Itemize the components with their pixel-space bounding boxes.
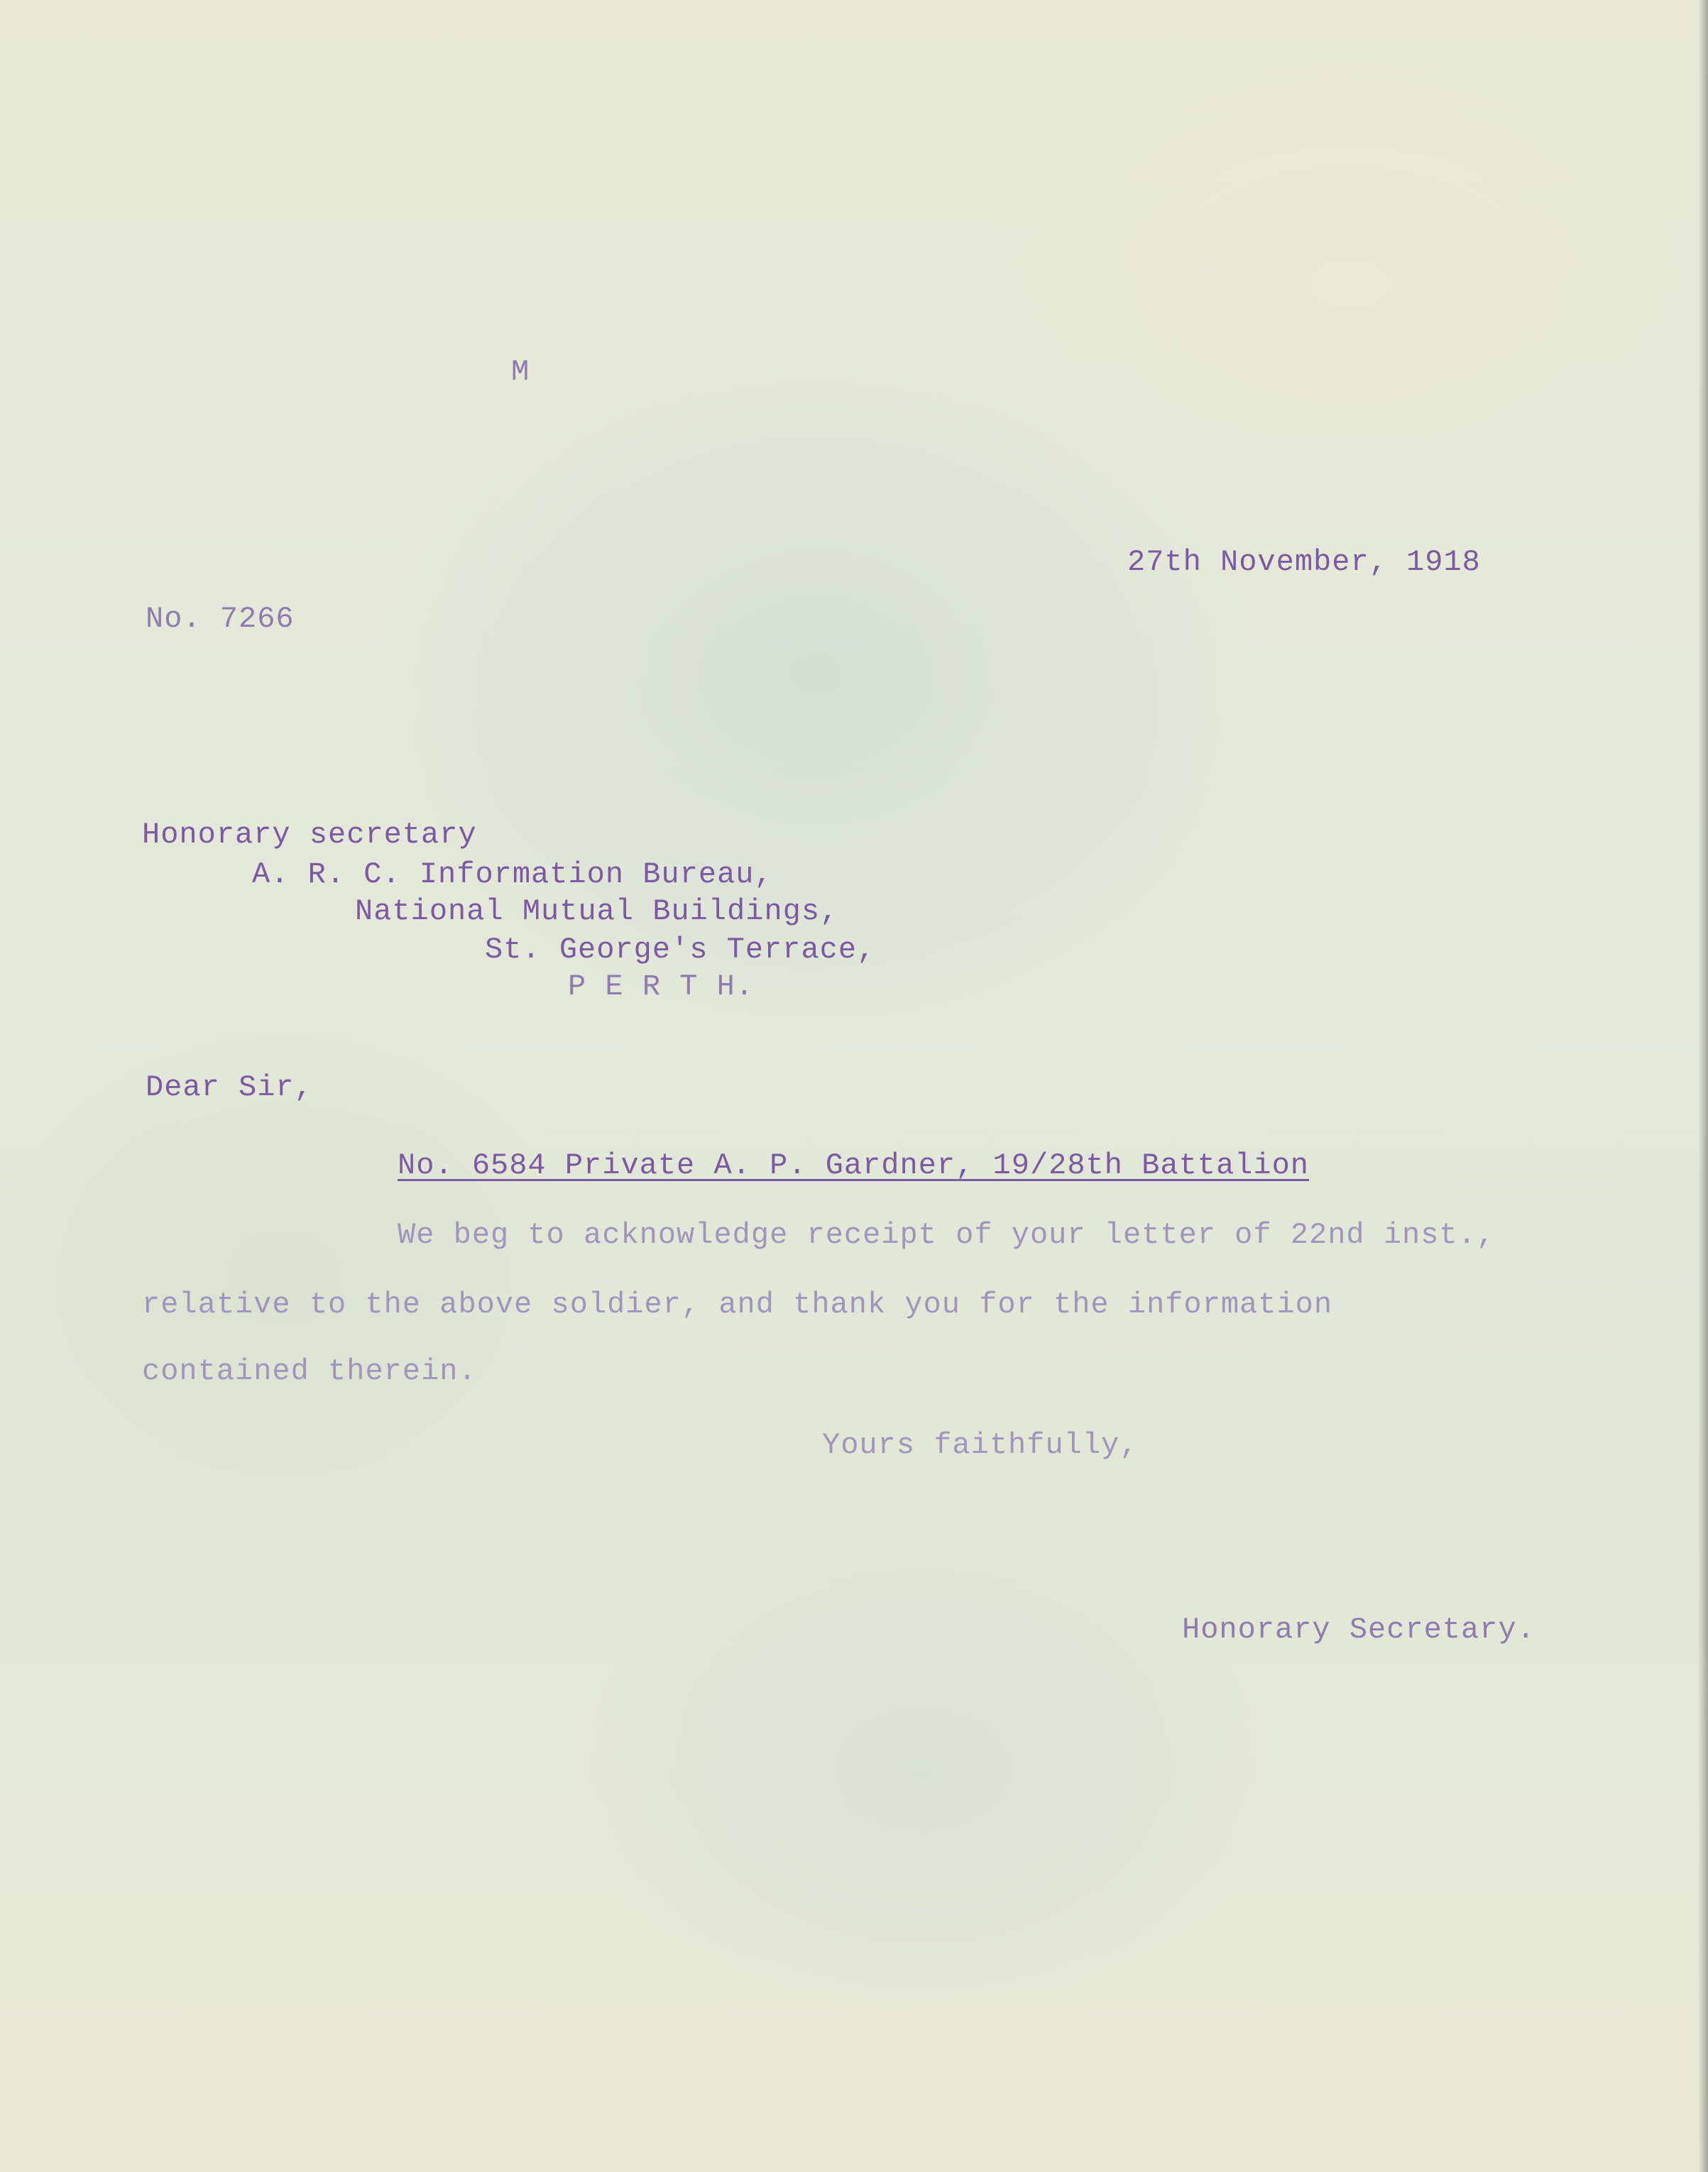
- paper-edge: [1698, 0, 1708, 2172]
- address-line: P E R T H.: [568, 970, 755, 1004]
- address-line: Honorary secretary: [142, 818, 477, 852]
- letter-date: 27th November, 1918: [1127, 545, 1481, 579]
- address-line: St. George's Terrace,: [485, 933, 876, 967]
- salutation: Dear Sir,: [146, 1070, 313, 1104]
- body-line: relative to the above soldier, and thank you for the information: [142, 1288, 1333, 1322]
- reference-number: No. 7266: [146, 602, 295, 636]
- body-line: contained therein.: [142, 1354, 477, 1388]
- signature-title: Honorary Secretary.: [1182, 1613, 1535, 1647]
- subject-line: No. 6584 Private A. P. Gardner, 19/28th Battalion: [398, 1148, 1310, 1183]
- address-line: National Mutual Buildings,: [355, 894, 839, 928]
- initial-mark: M: [511, 355, 530, 389]
- closing: Yours faithfully,: [822, 1428, 1139, 1462]
- address-line: A. R. C. Information Bureau,: [252, 857, 773, 892]
- body-line: We beg to acknowledge receipt of your letter of 22nd inst.,: [398, 1218, 1496, 1252]
